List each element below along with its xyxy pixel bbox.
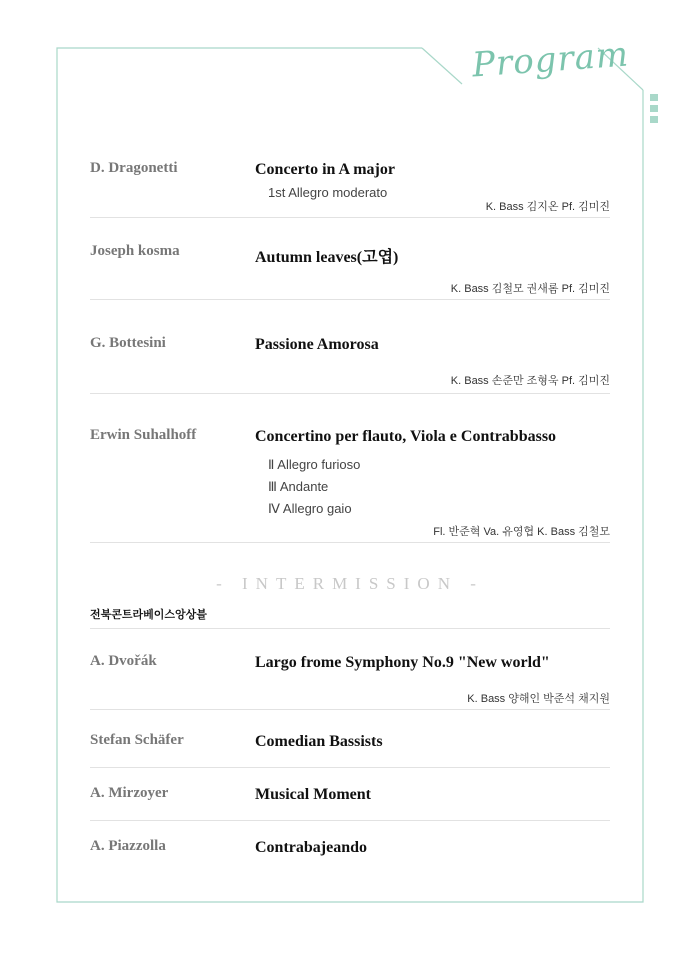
program-row (90, 820, 610, 870)
piece-title: Concerto in A major (255, 161, 395, 178)
movement: 1st Allegro moderato (268, 185, 388, 200)
piece-title: Concertino per flauto, Viola e Contrabbasso (255, 428, 557, 445)
composer-name: D. Dragonetti (90, 160, 178, 176)
program-row (90, 767, 610, 821)
performers: K. Bass 김지온 Pf. 김미진 (485, 201, 610, 213)
performers: Fl. 반준혁 Va. 유영협 K. Bass 김철모 (433, 526, 610, 538)
composer-name: G. Bottesini (90, 335, 166, 351)
piece-title: Comedian Bassists (255, 733, 383, 750)
program-row (90, 150, 610, 218)
program-row (90, 217, 610, 300)
piece-title: Largo frome Symphony No.9 "New world" (255, 654, 550, 671)
program-title: Program (470, 34, 631, 86)
composer-name: Stefan Schäfer (90, 732, 184, 748)
intermission-label: - INTERMISSION - (216, 574, 484, 593)
ensemble-name: 전북콘트라베이스앙상블 (90, 609, 207, 621)
movement: Ⅱ Allegro furioso (268, 457, 361, 472)
side-decoration (650, 94, 658, 127)
performers: K. Bass 손준만 조형욱 Pf. 김미진 (450, 375, 610, 387)
movement: Ⅳ Allegro gaio (268, 501, 352, 516)
piece-title: Contrabajeando (255, 839, 368, 856)
piece-title: Musical Moment (255, 786, 371, 803)
composer-name: A. Mirzoyer (90, 785, 169, 801)
program-row (90, 393, 610, 543)
performers: K. Bass 양해인 박준석 채지원 (467, 693, 610, 705)
composer-name: A. Piazzolla (90, 838, 166, 854)
movement: Ⅲ Andante (268, 479, 329, 494)
composer-name: Joseph kosma (90, 243, 180, 259)
piece-title: Autumn leaves(고엽) (255, 249, 399, 266)
performers: K. Bass 김철모 권새롬 Pf. 김미진 (450, 283, 610, 295)
program-row (90, 709, 610, 768)
program-row (90, 628, 610, 710)
composer-name: A. Dvořák (90, 653, 157, 669)
piece-title: Passione Amorosa (255, 336, 379, 353)
program-row (90, 299, 610, 394)
composer-name: Erwin Suhalhoff (90, 427, 197, 443)
